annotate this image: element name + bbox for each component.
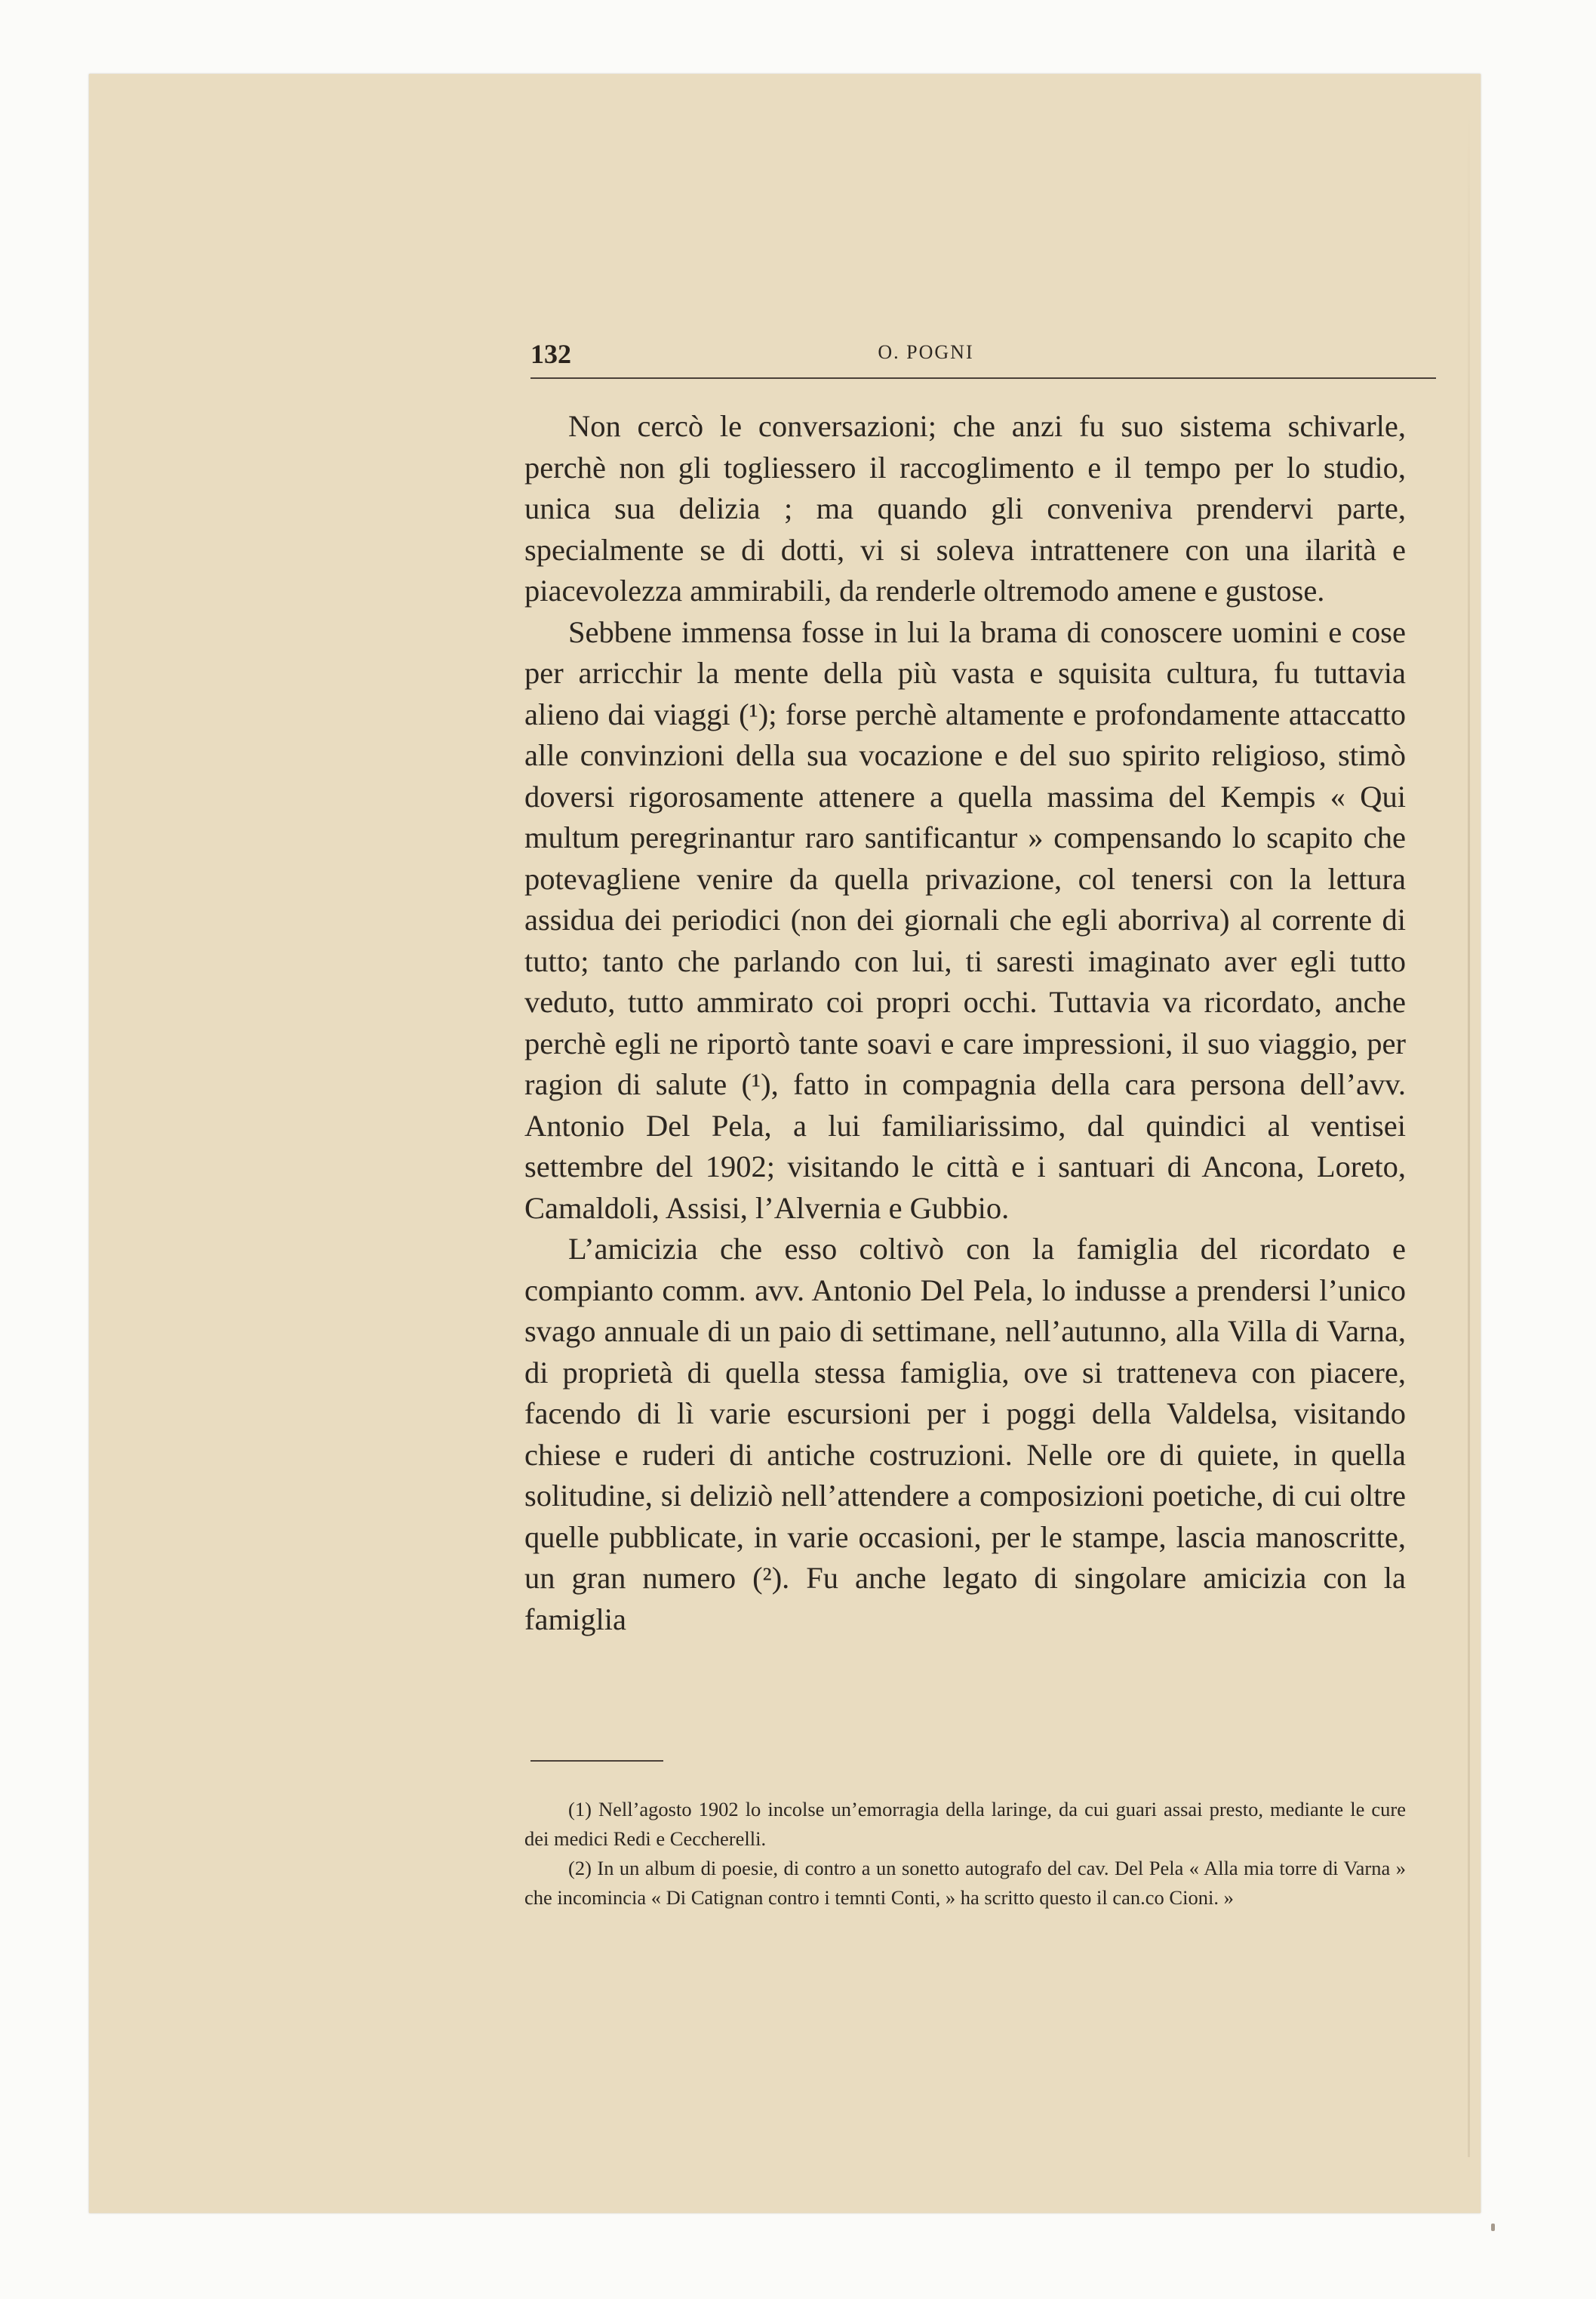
footnote-rule	[530, 1760, 663, 1762]
paper-sheet	[89, 74, 1481, 2213]
paper-spot	[1491, 2224, 1495, 2231]
footnotes	[524, 1795, 1406, 1913]
footnote: (1) Nell’agosto 1902 lo incolse un’emorragia della laringe, da cui guari assai presto, mediante le cure dei medici Redi e Ceccherelli.	[524, 1798, 1406, 1850]
page-content	[441, 308, 1410, 2195]
page-header	[441, 308, 1410, 374]
footnote: (2) In un album di poesie, di contro a un sonetto autografo del cav. Del Pela « Alla mia torre di Varna » che incomincia « Di Catignan contro i temnti Conti, » ha scritto questo il can.co Cioni. »	[524, 1857, 1406, 1909]
header-rule	[530, 377, 1436, 379]
page-number: 132	[530, 339, 571, 369]
running-head: O. POGNI	[878, 341, 974, 363]
paragraph: Non cercò le conversazioni; che anzi fu suo sistema schivarle, perchè non gli togliessero il raccoglimento e il tempo per lo studio, unica sua delizia ; ma quando gli conveniva prendervi parte, specialmente se di dotti, vi si soleva intrattenere con una ilarità e piacevolezza ammirabili, da renderle oltremodo amene e gustose.	[524, 409, 1406, 608]
paragraph: L’amicizia che esso coltivò con la famiglia del ricordato e compianto comm. avv. Antonio Del Pela, lo indusse a prendersi l’unico svago annuale di un paio di settimane, nell’autunno, alla Villa di Varna, di proprietà di quella stessa famiglia, ove si tratteneva con piacere, facendo di lì varie escursioni per i poggi della Valdelsa, visitando chiese e ruderi di antiche costruzioni. Nelle ore di quiete, in quella solitudine, si deliziò nell’attendere a composizioni poetiche, di cui oltre quelle pubblicate, in varie occasioni, per le stampe, lascia manoscritte, un gran numero (²). Fu anche legato di singolare amicizia con la famiglia	[524, 1232, 1406, 1636]
paragraph: Sebbene immensa fosse in lui la brama di conoscere uomini e cose per arricchir la mente della più vasta e squisita cultura, fu tuttavia alieno dai viaggi (¹); forse perchè altamente e profondamente attaccatto alle convinzioni della sua vocazione e del suo spirito religioso, stimò doversi rigorosamente attenere a quella massima del Kempis « Qui multum peregrinantur raro santificantur » compensando lo scapito che potevagliene venire da quella privazione, col tenersi con la lettura assidua dei periodici (non dei giornali che egli aborriva) al corrente di tutto; tanto che parlando con lui, ti saresti imaginato aver egli tutto veduto, tutto ammirato coi propri occhi. Tuttavia va ricordato, anche perchè egli ne riportò tante soavi e care impressioni, il suo viaggio, per ragion di salute (¹), fatto in compagnia della cara persona dell’avv. Antonio Del Pela, a lui familiarissimo, dal quindici al ventisei settembre del 1902; visitando le città e i santuari di Ancona, Loreto, Camaldoli, Assisi, l’Alvernia e Gubbio.	[524, 614, 1406, 1225]
body-text	[524, 406, 1406, 1640]
